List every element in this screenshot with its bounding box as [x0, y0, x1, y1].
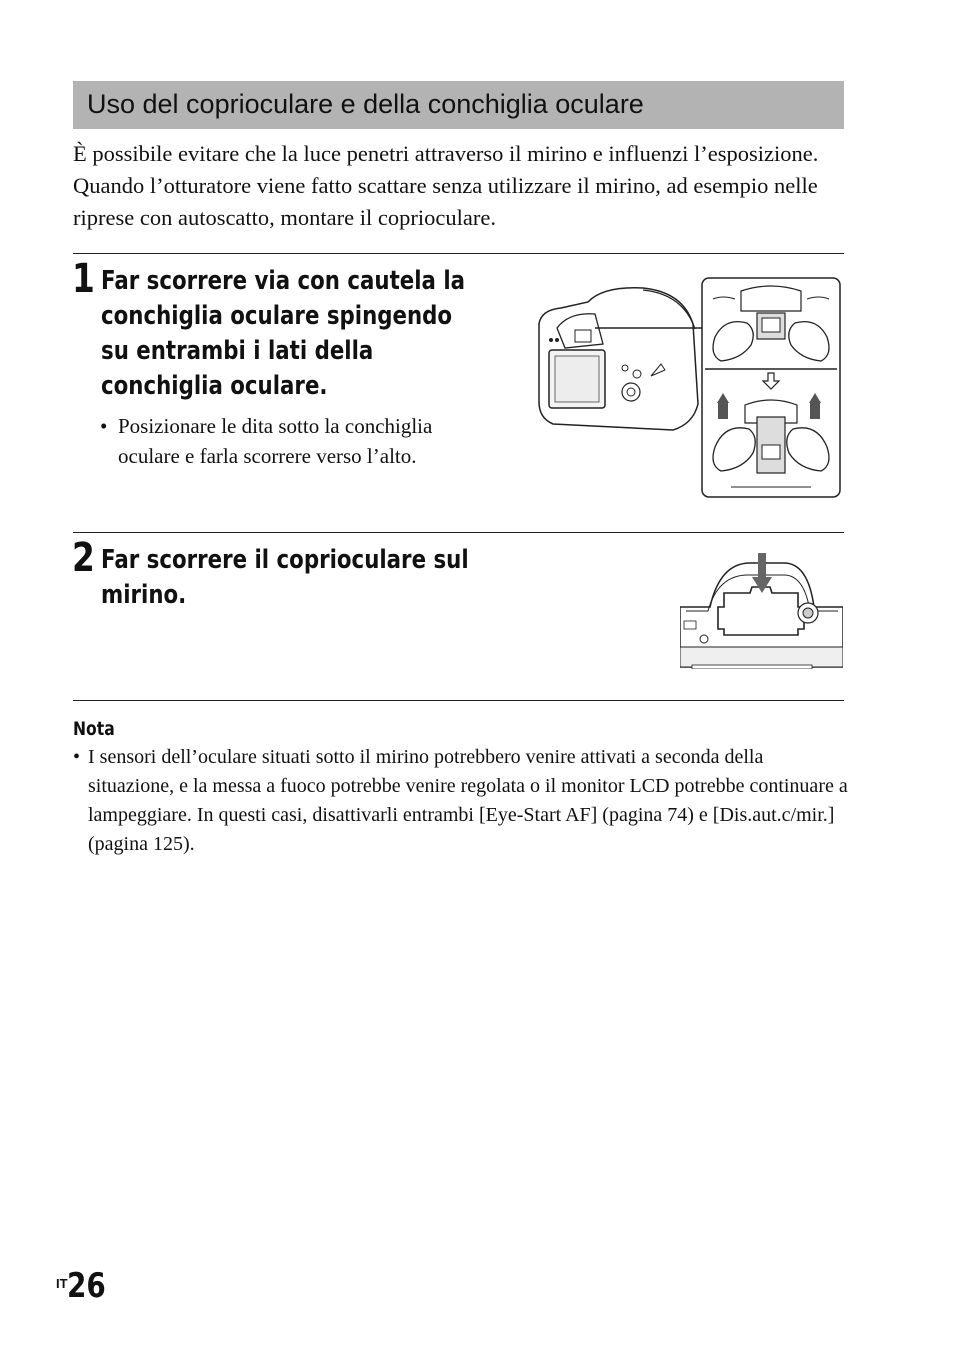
eyepiece-cover-illustration: [680, 549, 843, 669]
divider: [73, 700, 844, 701]
divider: [73, 253, 844, 254]
note-bullet-text: I sensori dell’oculare situati sotto il mirino potrebbero venire attivati a seconda della situazione, e la messa a fuoco potrebbe venire regolata o il monitor LCD potrebbe continuare a lampeggiare. In questi casi, disattivarli entrambi [Eye-Start AF] (pagina 74) e [Dis.aut.c/mir.] (pagina 125).: [88, 746, 848, 855]
step-2-number: 2: [72, 535, 95, 581]
section-title-bar: [73, 81, 844, 129]
page-number: 26: [67, 1266, 106, 1306]
camera-back-illustration: [533, 284, 708, 434]
note-bullet: • I sensori dell’oculare situati sotto il mirino potrebbero venire attivati a seconda della situazione, e la messa a fuoco potrebbe venire regolata o il monitor LCD potrebbe continuare a lampeggiare. In questi casi, disattivarli entrambi [Eye-Start AF] (pagina 74) e [Dis.aut.c/mir.] (pagina 125).: [73, 743, 853, 859]
step-1-bullet-text: Posizionare le dita sotto la conchiglia oculare e farla scorrere verso l’alto.: [118, 414, 433, 468]
step-2-title: Far scorrere il coprioculare sul mirino.: [101, 545, 469, 610]
eyecup-removal-detail-illustration: [701, 277, 841, 498]
page-language-prefix: IT: [56, 1276, 68, 1291]
step-1-number: 1: [72, 256, 95, 302]
note-heading: Nota: [73, 718, 115, 740]
section-title: Uso del coprioculare e della conchiglia oculare: [87, 89, 644, 119]
intro-text: È possibile evitare che la luce penetri attraverso il mirino e influenzi l’esposizione. Quando l’otturatore viene fatto scattare senza utilizzare il mirino, ad esempio nelle riprese con autoscatto, montare il coprioculare.: [73, 141, 819, 230]
step-1-title: Far scorrere via con cautela la conchiglia oculare spingendo su entrambi i lati della conchiglia oculare.: [101, 266, 466, 401]
intro-paragraph: [73, 138, 845, 234]
divider: [73, 532, 844, 533]
